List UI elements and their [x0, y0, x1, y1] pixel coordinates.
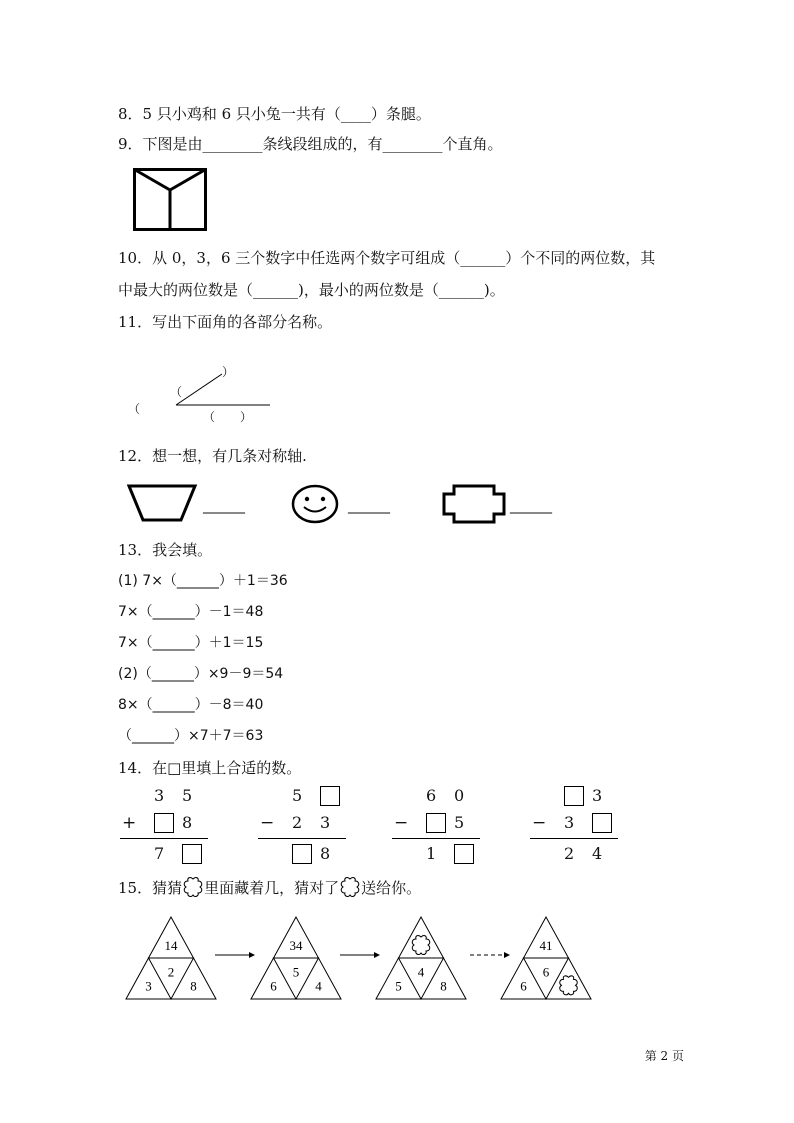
- angle-paren-vertex-ray: ）: [222, 365, 235, 379]
- operator-sign: −: [532, 813, 547, 833]
- angle-paren-bottom-left: （: [203, 410, 216, 424]
- triangle-left-number: 3: [145, 978, 152, 994]
- flower-icon[interactable]: [412, 936, 429, 955]
- triangle-left-number: 5: [395, 978, 402, 994]
- triangle-center-number: 4: [417, 964, 425, 980]
- question-13: 13．我会填。: [118, 541, 213, 559]
- triangle-left-number: 6: [270, 978, 277, 994]
- question-8: 8．5 只小鸡和 6 只小兔一共有（____）条腿。: [118, 105, 431, 123]
- q13-equation-6: （______）×7＋7＝63: [118, 728, 264, 744]
- q15-text-c: 送给你。: [361, 879, 422, 897]
- triangle-top-number: 34: [289, 938, 303, 953]
- arrow-icon: [340, 950, 380, 960]
- flower-icon: [182, 876, 204, 898]
- number-triangle: [125, 916, 217, 1000]
- triangle-right-number: 4: [315, 978, 322, 994]
- arrow-icon: [215, 950, 255, 960]
- digit-middle: 5: [454, 813, 465, 832]
- q12-blank-1: ______: [203, 498, 245, 514]
- digit-top: 6: [426, 786, 437, 805]
- sum-line: [120, 838, 208, 839]
- q9-figure: [133, 168, 208, 232]
- q15-text-a: 15．猜猜: [118, 879, 183, 897]
- question-14: 14．在□里填上合适的数。: [118, 759, 302, 777]
- triangle-center-number: 6: [542, 964, 550, 980]
- triangle-top-number: 41: [539, 938, 553, 953]
- question-10-line2: 中最大的两位数是（______)，最小的两位数是（______)。: [118, 281, 505, 299]
- q12-blank-2: ______: [348, 498, 390, 514]
- arrow-icon: [470, 950, 510, 960]
- cross-shape: [442, 484, 506, 524]
- digit-result: 7: [154, 844, 165, 863]
- q13-equation-3: 7×（______）＋1＝15: [118, 635, 264, 651]
- trapezoid-shape: [127, 484, 197, 522]
- digit-top: 0: [454, 786, 465, 805]
- vertical-problem: [258, 786, 348, 866]
- question-10-line1: 10．从 0，3，6 三个数字中任选两个数字可组成（______）个不同的两位数，其: [118, 249, 656, 267]
- answer-box[interactable]: [426, 813, 446, 833]
- sum-line: [258, 838, 346, 839]
- digit-top: 5: [292, 786, 303, 805]
- number-triangle: [250, 916, 342, 1000]
- digit-middle: 2: [292, 813, 303, 832]
- question-15: [118, 876, 421, 898]
- digit-middle: 3: [564, 813, 575, 832]
- number-triangle: [500, 916, 592, 1000]
- sum-line: [392, 838, 480, 839]
- triangle-center-number: 5: [292, 964, 300, 980]
- angle-paren-left: （: [128, 402, 141, 416]
- question-12: 12．想一想，有几条对称轴.: [118, 447, 307, 465]
- angle-paren-bottom-right: ）: [240, 410, 253, 424]
- sum-line: [530, 838, 618, 839]
- vertical-problem: [120, 786, 210, 866]
- page-number: 第 2 页: [644, 1049, 684, 1063]
- smiley-shape: [291, 484, 339, 524]
- answer-box[interactable]: [320, 786, 340, 806]
- digit-middle: 3: [320, 813, 331, 832]
- triangle-left-number: 6: [520, 978, 527, 994]
- answer-box[interactable]: [592, 813, 612, 833]
- operator-sign: +: [122, 813, 137, 833]
- q13-equation-4: (2)（______）×9－9＝54: [118, 666, 284, 682]
- digit-top: 3: [154, 786, 165, 805]
- answer-box[interactable]: [292, 844, 312, 864]
- digit-result: 4: [592, 844, 603, 863]
- question-9: 9．下图是由________条线段组成的，有________个直角。: [118, 135, 503, 153]
- answer-box[interactable]: [454, 844, 474, 864]
- operator-sign: −: [394, 813, 409, 833]
- digit-top: 3: [592, 786, 603, 805]
- vertical-problem: [392, 786, 482, 866]
- q12-blank-3: ______: [510, 498, 552, 514]
- flower-icon[interactable]: [560, 976, 577, 995]
- digit-top: 5: [182, 786, 193, 805]
- triangle-center-number: 2: [167, 964, 175, 980]
- triangle-right-number: 8: [440, 978, 447, 994]
- q13-equation-2: 7×（______）－1＝48: [118, 604, 264, 620]
- operator-sign: −: [260, 813, 275, 833]
- flower-icon: [339, 876, 361, 898]
- q15-text-b: 里面藏着几，猜对了: [204, 879, 340, 897]
- vertical-problem: [530, 786, 620, 866]
- question-11: 11．写出下面角的各部分名称。: [118, 313, 333, 331]
- digit-result: 1: [426, 844, 437, 863]
- digit-result: 8: [320, 844, 331, 863]
- answer-box[interactable]: [182, 844, 202, 864]
- triangle-right-number: 8: [190, 978, 197, 994]
- digit-result: 2: [564, 844, 575, 863]
- triangle-top-number: 14: [164, 938, 178, 953]
- angle-paren-upper: （: [170, 385, 183, 399]
- q13-equation-5: 8×（______）－8＝40: [118, 697, 264, 713]
- answer-box[interactable]: [154, 813, 174, 833]
- answer-box[interactable]: [564, 786, 584, 806]
- number-triangle: [375, 916, 467, 1000]
- q13-equation-1: (1) 7×（______）＋1＝36: [118, 573, 288, 589]
- digit-middle: 8: [182, 813, 193, 832]
